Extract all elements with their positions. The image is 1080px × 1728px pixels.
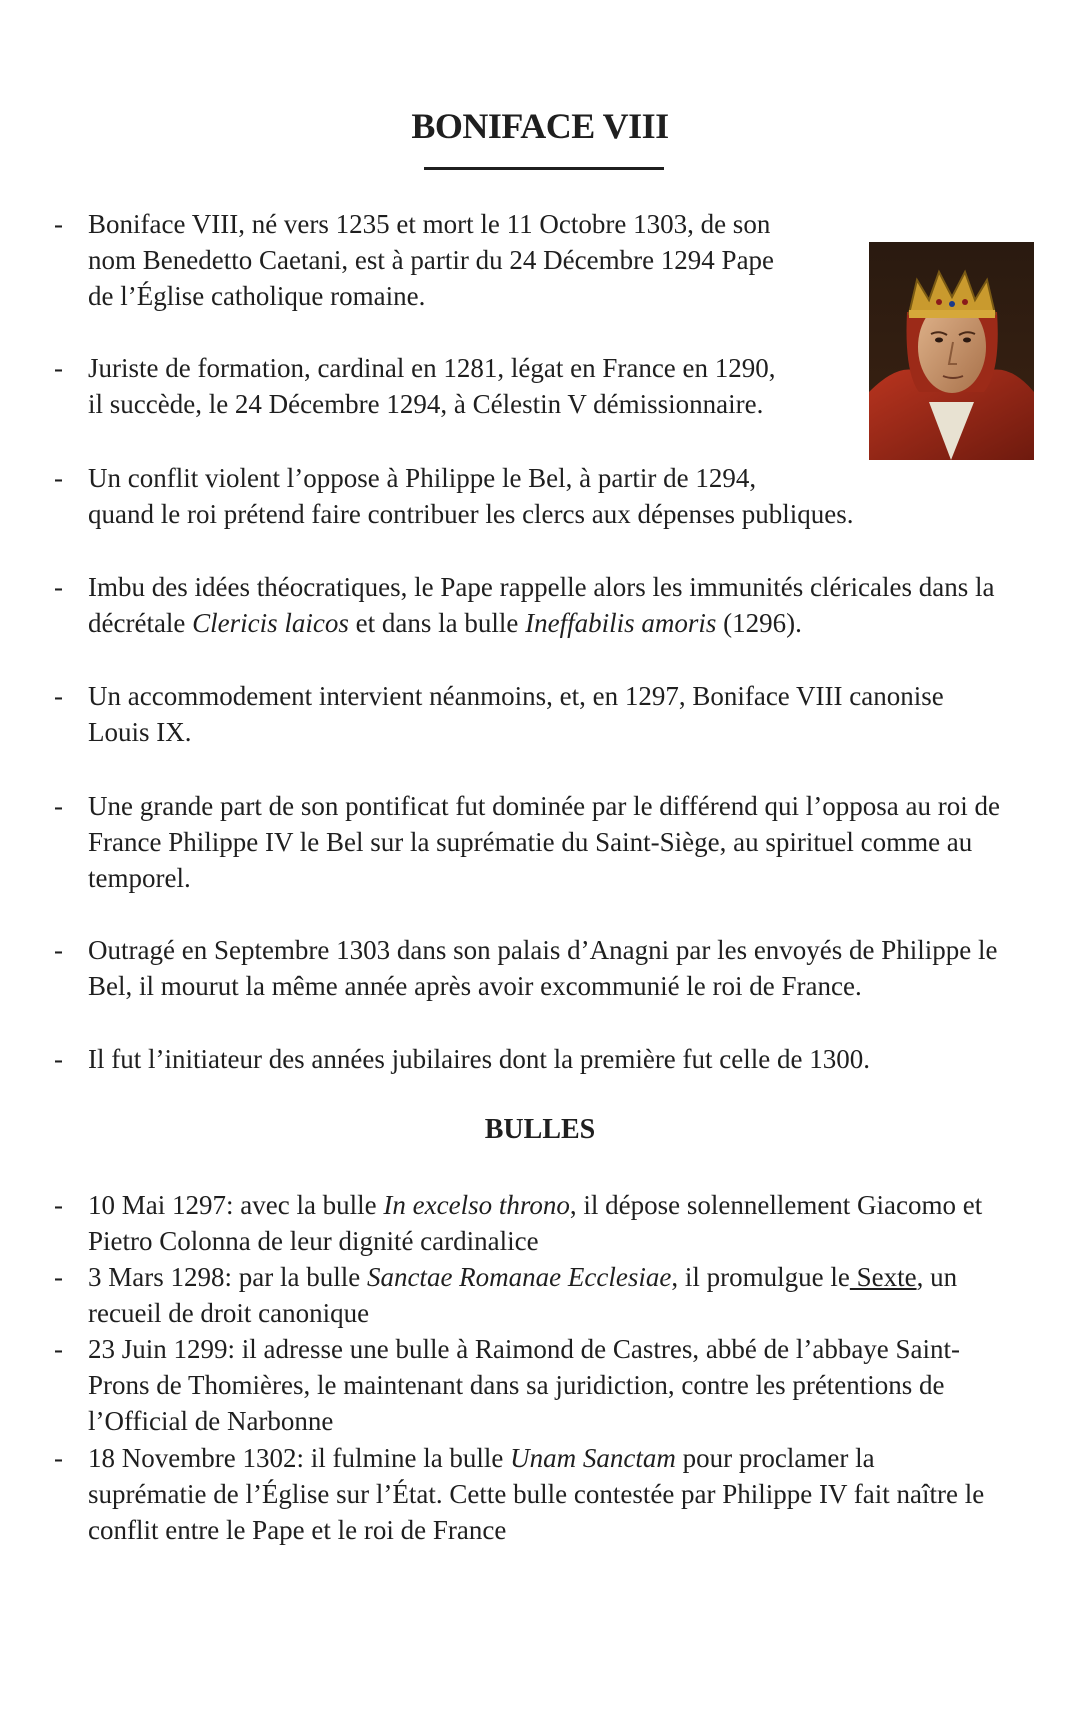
text-span: (1296). — [716, 608, 802, 638]
bulle-item-1 — [88, 1187, 982, 1259]
text-line: Juriste de formation, cardinal en 1281, légat en France en 1290, — [88, 353, 776, 383]
text-span: et dans la bulle — [348, 608, 526, 638]
title-underline — [424, 167, 664, 170]
bullet-item-1 — [88, 206, 774, 314]
text-line: temporel. — [88, 863, 191, 893]
text-span: 10 Mai 1297: avec la bulle — [88, 1190, 384, 1220]
text-line — [88, 1187, 982, 1223]
text-span: , il promulgue le — [671, 1262, 850, 1292]
text-line: Imbu des idées théocratiques, le Pape rappelle alors les immunités cléricales dans la — [88, 572, 995, 602]
page-title: BONIFACE VIII — [411, 106, 669, 146]
text-line — [88, 1440, 984, 1476]
bullet-dash: - — [54, 209, 63, 239]
text-line — [88, 1259, 957, 1295]
text-line — [88, 605, 994, 641]
bullet-item-7 — [88, 932, 998, 1004]
bullet-dash: - — [54, 791, 63, 821]
bullet-item-6 — [88, 788, 1000, 896]
bullet-dash: - — [54, 1262, 63, 1292]
text-line: de l’Église catholique romaine. — [88, 281, 426, 311]
text-line: Pietro Colonna de leur dignité cardinalice — [88, 1226, 539, 1256]
bullet-item-5 — [88, 678, 944, 750]
text-span: 3 Mars 1298: par la bulle — [88, 1262, 367, 1292]
text-line: France Philippe IV le Bel sur la suprématie du Saint-Siège, au spirituel comme au — [88, 827, 973, 857]
text-span: décrétale — [88, 608, 193, 638]
section-title-bulles: BULLES — [484, 1114, 596, 1145]
text-line: 23 Juin 1299: il adresse une bulle à Raimond de Castres, abbé de l’abbaye Saint- — [88, 1334, 961, 1364]
italic-title: In excelso throno — [383, 1190, 570, 1220]
text-line: Outragé en Septembre 1303 dans son palais d’Anagni par les envoyés de Philippe le — [88, 935, 998, 965]
bullet-item-2 — [88, 350, 776, 422]
text-line: Prons de Thomières, le maintenant dans sa juridiction, contre les prétentions de — [88, 1370, 945, 1400]
text-line: Boniface VIII, né vers 1235 et mort le 11 Octobre 1303, de son — [88, 209, 771, 239]
bullet-dash: - — [54, 1190, 63, 1220]
bulle-item-3 — [88, 1331, 960, 1439]
text-line: quand le roi prétend faire contribuer les clercs aux dépenses publiques. — [88, 499, 854, 529]
text-line: suprématie de l’Église sur l’État. Cette bulle contestée par Philippe IV fait naître le — [88, 1479, 985, 1509]
text-line: nom Benedetto Caetani, est à partir du 24 Décembre 1294 Pape — [88, 245, 775, 275]
sexte-link[interactable]: Sexte — [849, 1262, 917, 1292]
italic-title: Unam Sanctam — [510, 1443, 676, 1473]
text-span: , un — [916, 1262, 958, 1292]
bulle-item-4 — [88, 1440, 984, 1548]
bullet-item-3 — [88, 460, 853, 532]
bulle-item-2 — [88, 1259, 957, 1331]
italic-title: Ineffabilis amoris — [525, 608, 717, 638]
text-line: Bel, il mourut la même année après avoir excommunié le roi de France. — [88, 971, 862, 1001]
text-span: pour proclamer la — [675, 1443, 875, 1473]
text-line: il succède, le 24 Décembre 1294, à Célestin V démissionnaire. — [88, 389, 764, 419]
text-line: Un conflit violent l’oppose à Philippe le Bel, à partir de 1294, — [88, 463, 757, 493]
text-span: 18 Novembre 1302: il fulmine la bulle — [88, 1443, 511, 1473]
boniface-portrait-image — [869, 242, 1034, 460]
text-line: Il fut l’initiateur des années jubilaires dont la première fut celle de 1300. — [88, 1044, 870, 1074]
bullet-dash: - — [54, 681, 63, 711]
text-line: Un accommodement intervient néanmoins, et, en 1297, Boniface VIII canonise — [88, 681, 944, 711]
italic-title: Clericis laicos — [192, 608, 349, 638]
text-line: Une grande part de son pontificat fut dominée par le différend qui l’opposa au roi de — [88, 791, 1000, 821]
text-span: , il dépose solennellement Giacomo et — [569, 1190, 983, 1220]
bullet-dash: - — [54, 1443, 63, 1473]
bullet-dash: - — [54, 935, 63, 965]
bullet-dash: - — [54, 463, 63, 493]
italic-title: Sanctae Romanae Ecclesiae — [366, 1262, 672, 1292]
bullet-dash: - — [54, 353, 63, 383]
bullet-dash: - — [54, 572, 63, 602]
bullet-dash: - — [54, 1334, 63, 1364]
text-line: Louis IX. — [88, 717, 192, 747]
text-line: l’Official de Narbonne — [88, 1406, 334, 1436]
text-line: recueil de droit canonique — [88, 1298, 370, 1328]
bullet-item-8 — [88, 1041, 870, 1077]
bullet-item-4 — [88, 569, 994, 641]
text-line: conflit entre le Pape et le roi de France — [88, 1515, 507, 1545]
bullet-dash: - — [54, 1044, 63, 1074]
